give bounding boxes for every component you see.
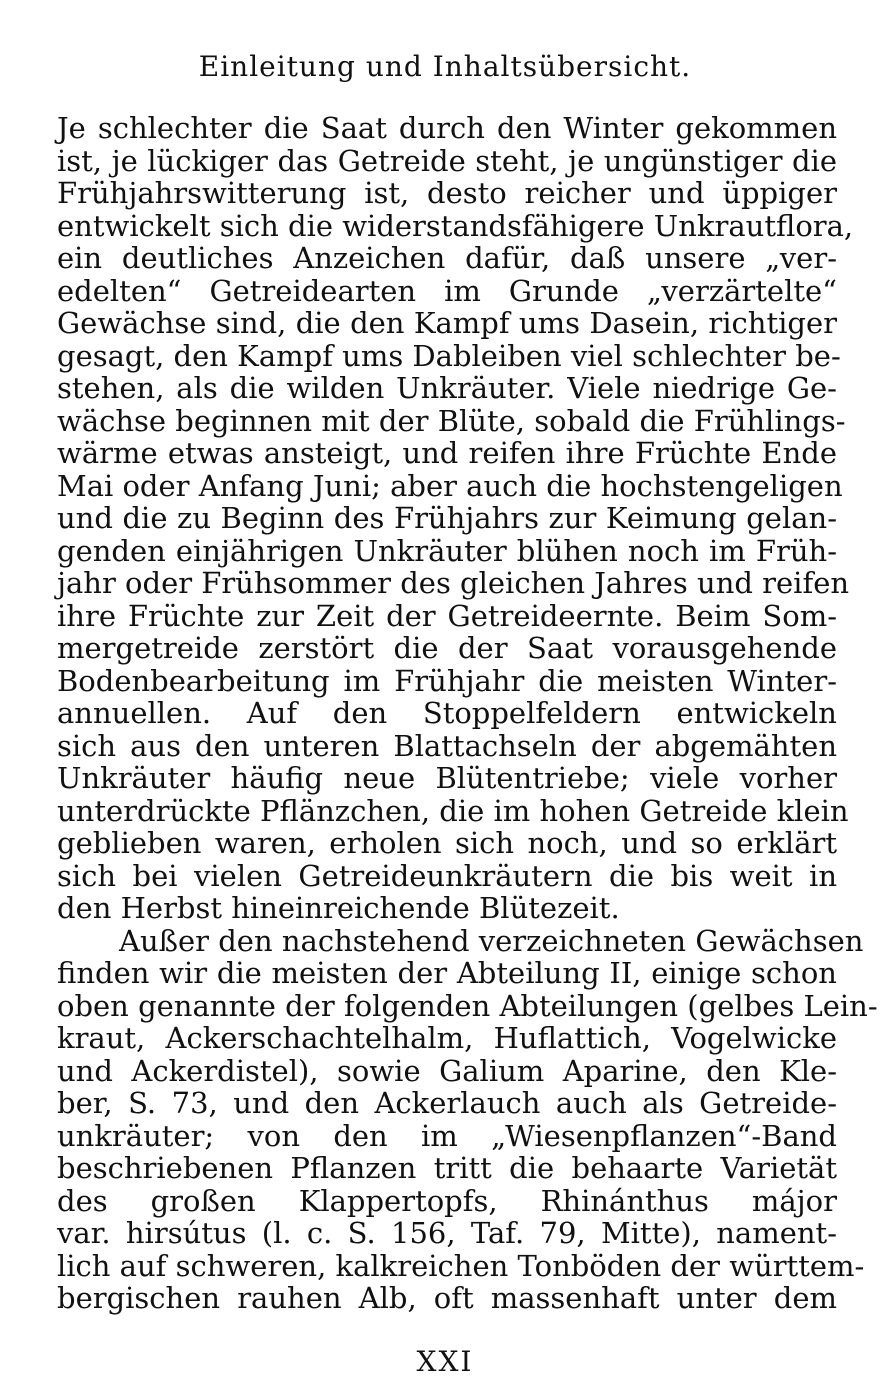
text-line: stehen, als die wilden Unkräuter. Viele niedrige Ge-	[57, 371, 837, 405]
text-line: mergetreide zerstört die der Saat vorausgehende	[57, 631, 837, 665]
text-line: Je schlechter die Saat durch den Winter gekommen	[57, 111, 837, 145]
text-line: kraut, Ackerschachtelhalm, Huflattich, Vogelwicke	[57, 1021, 837, 1055]
text-line: unterdrückte Pflänzchen, die im hohen Getreide klein	[57, 793, 849, 828]
text-line: wächse beginnen mit der Blüte, sobald die Frühlings-	[57, 403, 846, 438]
paragraph-1	[57, 111, 854, 925]
text-line: Außer den nachstehend verzeichneten Gewächsen	[119, 923, 864, 958]
text-line: beschriebenen Pflanzen tritt die behaarte Varietät	[57, 1151, 837, 1185]
text-line: lich auf schweren, kalkreichen Tonböden der württem-	[57, 1248, 865, 1283]
text-line: var. hirsútus (l. c. S. 156, Taf. 79, Mitte), nament-	[57, 1216, 837, 1250]
text-line: den Herbst hineinreichende Blütezeit.	[57, 891, 620, 925]
page-number: XXI	[416, 1345, 474, 1378]
text-line: wärme etwas ansteigt, und reifen ihre Früchte Ende	[57, 436, 837, 470]
text-line: finden wir die meisten der Abteilung II, einige schon	[57, 956, 837, 990]
paragraph-2	[57, 923, 878, 1315]
text-line: ihre Früchte zur Zeit der Getreideernte. Beim Som-	[57, 598, 837, 633]
text-line: sich bei vielen Getreideunkräutern die bis weit in	[57, 858, 837, 893]
running-header: Einleitung und Inhaltsübersicht.	[198, 50, 692, 83]
text-line: genden einjährigen Unkräuter blühen noch im Früh-	[57, 533, 837, 568]
text-line: und Ackerdistel), sowie Galium Aparine, den Kle-	[57, 1053, 837, 1088]
text-line: sich aus den unteren Blattachseln der abgemähten	[57, 728, 837, 763]
text-line: Unkräuter häufig neue Blütentriebe; viele vorher	[57, 761, 837, 795]
body-text	[57, 111, 878, 1315]
text-line: ein deutliches Anzeichen dafür, daß unsere „ver-	[57, 241, 837, 275]
text-line: annuellen. Auf den Stoppelfeldern entwickeln	[57, 696, 837, 730]
text-line: gesagt, den Kampf ums Dableiben viel schlechter be-	[57, 338, 841, 373]
text-line: Frühjahrswitterung ist, desto reicher und üppiger	[57, 176, 837, 210]
text-line: und die zu Beginn des Frühjahrs zur Keimung gelan-	[57, 501, 837, 535]
text-line: Bodenbearbeitung im Frühjahr die meisten Winter-	[57, 663, 837, 698]
text-line: des großen Klappertopfs, Rhinánthus májor	[57, 1183, 837, 1218]
text-line: edelten“ Getreidearten im Grunde „verzärtelte“	[57, 273, 837, 308]
text-line: ist, je lückiger das Getreide steht, je ungünstiger die	[57, 143, 837, 178]
text-line: geblieben waren, erholen sich noch, und so erklärt	[57, 826, 837, 860]
text-line: ber, S. 73, und den Ackerlauch auch als Getreide-	[57, 1086, 837, 1120]
text-line: Mai oder Anfang Juni; aber auch die hochstengeligen	[57, 468, 843, 503]
text-line: jahr oder Frühsommer des gleichen Jahres und reifen	[57, 566, 850, 600]
text-line: unkräuter; von den im „Wiesenpflanzen“-Band	[57, 1118, 837, 1153]
text-line: oben genannte der folgenden Abteilungen (gelbes Lein-	[57, 988, 878, 1023]
text-line: entwickelt sich die widerstandsfähigere Unkrautflora,	[57, 208, 854, 243]
text-line: Gewächse sind, die den Kampf ums Dasein, richtiger	[57, 306, 837, 340]
text-line: bergischen rauhen Alb, oft massenhaft unter dem	[57, 1281, 837, 1315]
